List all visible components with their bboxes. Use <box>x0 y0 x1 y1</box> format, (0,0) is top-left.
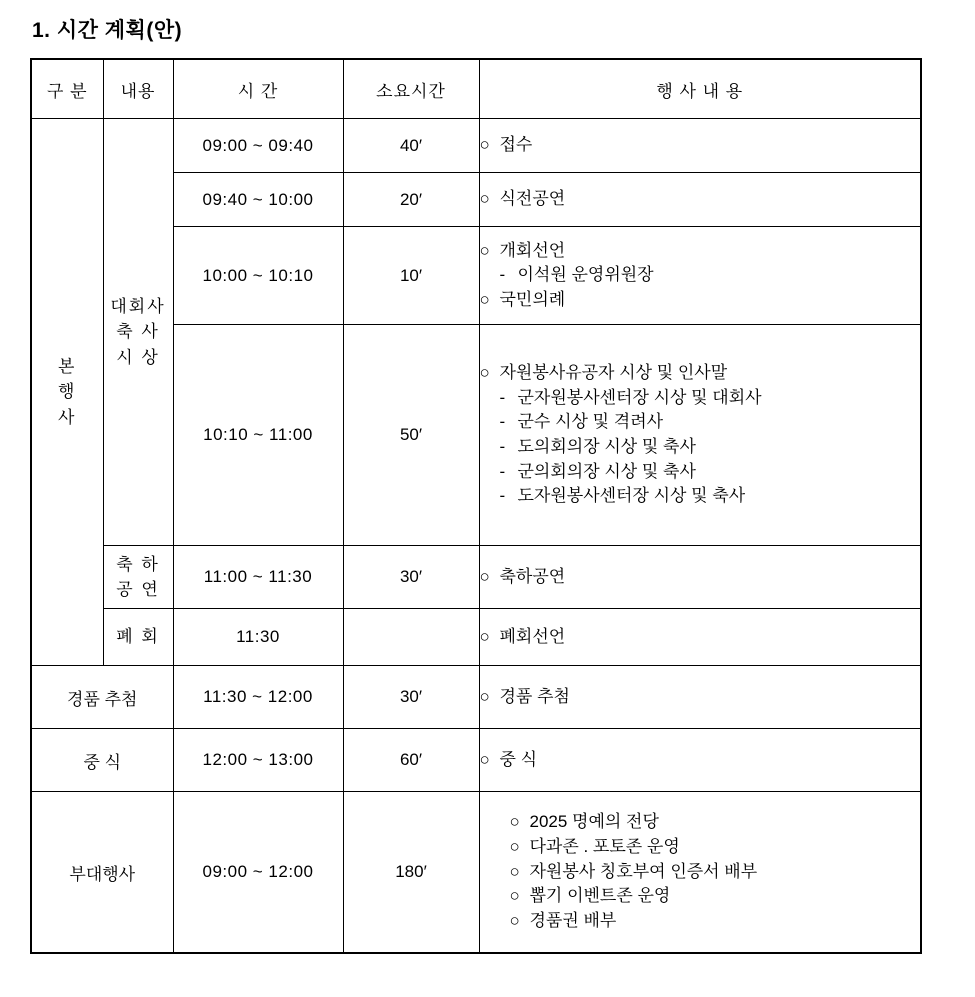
detail-item <box>510 860 921 885</box>
detail-item <box>480 625 921 650</box>
detail-item-text: 경품 추첨 <box>499 686 570 706</box>
division-jungsik: 중 식 <box>31 729 173 792</box>
detail-item-text: 군의회의장 시상 및 축사 <box>517 461 696 481</box>
detail-item <box>480 484 921 509</box>
detail-item <box>480 239 921 264</box>
detail-item <box>480 435 921 460</box>
detail-item <box>480 361 921 386</box>
detail-item-text: 자원봉사 칭호부여 인증서 배부 <box>529 861 758 881</box>
detail-item-text: 도의회의장 시상 및 축사 <box>517 437 696 456</box>
duration-cell: 60′ <box>343 729 479 792</box>
detail-item-text: 중 식 <box>499 749 538 769</box>
detail-item-text: 축하공연 <box>499 566 566 586</box>
bullet-circle-icon: ○ <box>479 240 490 260</box>
time-cell: 09:00 ~ 09:40 <box>173 119 343 173</box>
detail-item <box>480 685 921 710</box>
bullet-circle-icon: ○ <box>479 686 490 706</box>
detail-cell <box>479 173 921 227</box>
content-pyehoe-label: 폐 회 <box>116 627 160 647</box>
bullet-circle-icon: ○ <box>479 626 490 646</box>
detail-item-text: 도자원봉사센터장 시상 및 축사 <box>517 486 746 506</box>
bullet-dash-icon: - <box>499 387 506 407</box>
time-cell: 11:00 ~ 11:30 <box>173 546 343 609</box>
detail-item-text: 자원봉사유공자 시상 및 인사말 <box>499 363 728 383</box>
duration-cell: 10′ <box>343 227 479 325</box>
duration-cell: 20′ <box>343 173 479 227</box>
detail-item <box>480 288 921 313</box>
bullet-circle-icon: ○ <box>479 189 490 209</box>
detail-item-text: 폐회선언 <box>499 626 566 646</box>
table-row <box>31 119 921 173</box>
content-chukha-label: 축 하 공 연 <box>116 554 160 599</box>
table-row <box>31 546 921 609</box>
detail-cell <box>479 546 921 609</box>
table-row <box>31 729 921 792</box>
duration-cell: 30′ <box>343 666 479 729</box>
detail-item <box>480 263 921 288</box>
time-cell: 10:00 ~ 10:10 <box>173 227 343 325</box>
bullet-dash-icon: - <box>499 412 506 432</box>
bullet-dash-icon: - <box>499 437 506 456</box>
bullet-circle-icon: ○ <box>479 135 490 155</box>
duration-cell: 50′ <box>343 325 479 546</box>
duration-cell: 180′ <box>343 792 479 954</box>
content-chukha <box>103 546 173 609</box>
detail-cell <box>479 227 921 325</box>
detail-item-text: 2025 명예의 전당 <box>529 812 659 832</box>
header-division: 구 분 <box>31 59 103 119</box>
detail-item-text: 뽑기 이벤트존 운영 <box>529 886 671 906</box>
bullet-circle-icon: ○ <box>509 812 520 832</box>
bullet-circle-icon: ○ <box>479 749 490 769</box>
time-cell: 10:10 ~ 11:00 <box>173 325 343 546</box>
header-time: 시 간 <box>173 59 343 119</box>
header-event-detail: 행 사 내 용 <box>479 59 921 119</box>
division-gyeongpum: 경품 추첨 <box>31 666 173 729</box>
detail-item-text: 국민의례 <box>499 289 566 309</box>
content-daehoesa-label: 대회사 축 사 시 상 <box>110 296 166 367</box>
bullet-circle-icon: ○ <box>479 363 490 383</box>
division-budaehaengsa: 부대행사 <box>31 792 173 954</box>
time-cell: 11:30 <box>173 609 343 666</box>
bullet-circle-icon: ○ <box>479 566 490 586</box>
time-cell: 09:00 ~ 12:00 <box>173 792 343 954</box>
content-pyehoe <box>103 609 173 666</box>
header-duration: 소요시간 <box>343 59 479 119</box>
schedule-table <box>30 58 922 954</box>
bullet-circle-icon: ○ <box>509 837 520 857</box>
bullet-circle-icon: ○ <box>509 886 520 906</box>
detail-cell <box>479 792 921 954</box>
detail-item-text: 접수 <box>499 135 533 155</box>
detail-item <box>510 909 921 934</box>
detail-item <box>510 810 921 835</box>
bullet-dash-icon: - <box>499 486 506 506</box>
header-content: 내용 <box>103 59 173 119</box>
duration-cell <box>343 609 479 666</box>
bullet-dash-icon: - <box>499 461 506 481</box>
detail-item <box>480 187 921 212</box>
detail-item <box>480 460 921 485</box>
bullet-circle-icon: ○ <box>509 861 520 881</box>
table-header-row <box>31 59 921 119</box>
content-daehoesa <box>103 119 173 546</box>
table-row <box>31 666 921 729</box>
page-title: 1. 시간 계획(안) <box>32 19 183 42</box>
detail-item <box>480 386 921 411</box>
time-cell: 11:30 ~ 12:00 <box>173 666 343 729</box>
detail-item-text: 군자원봉사센터장 시상 및 대회사 <box>517 387 762 407</box>
detail-cell <box>479 729 921 792</box>
detail-item-text: 경품권 배부 <box>529 910 617 930</box>
detail-item-text: 식전공연 <box>499 189 566 209</box>
division-main-event-label: 본 행 사 <box>58 356 77 427</box>
duration-cell: 40′ <box>343 119 479 173</box>
detail-item-text: 군수 시상 및 격려사 <box>517 412 664 432</box>
detail-cell <box>479 609 921 666</box>
detail-item <box>480 748 921 773</box>
detail-cell <box>479 666 921 729</box>
bullet-circle-icon: ○ <box>509 910 520 930</box>
bullet-circle-icon: ○ <box>479 289 490 309</box>
duration-cell: 30′ <box>343 546 479 609</box>
detail-item-text: 다과존 . 포토존 운영 <box>529 837 680 857</box>
detail-item-text: 이석원 운영위원장 <box>517 265 654 285</box>
detail-item <box>480 410 921 435</box>
detail-item <box>480 565 921 590</box>
detail-item-text: 개회선언 <box>499 240 566 260</box>
time-cell: 12:00 ~ 13:00 <box>173 729 343 792</box>
time-cell: 09:40 ~ 10:00 <box>173 173 343 227</box>
detail-cell <box>479 325 921 546</box>
detail-item <box>510 884 921 909</box>
detail-cell <box>479 119 921 173</box>
division-main-event <box>31 119 103 666</box>
table-row <box>31 609 921 666</box>
detail-item <box>510 835 921 860</box>
detail-item <box>480 133 921 158</box>
table-row <box>31 792 921 954</box>
bullet-dash-icon: - <box>499 265 506 285</box>
